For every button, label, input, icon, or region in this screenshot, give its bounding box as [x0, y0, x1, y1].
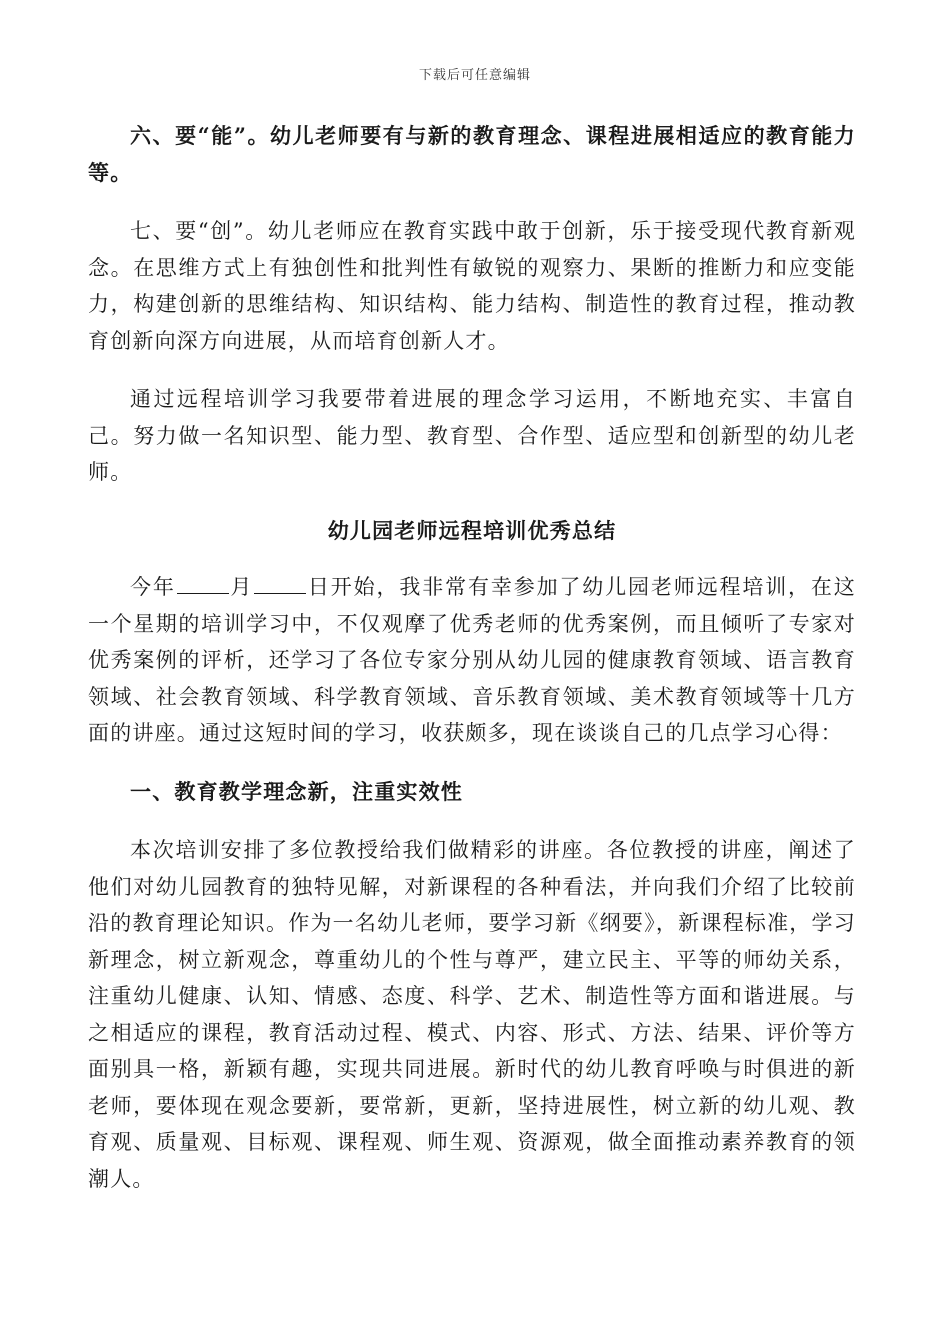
heading-one: 一、教育教学理念新，注重实效性: [130, 778, 463, 804]
paragraph-six: 六、要“能”。幼儿老师要有与新的教育理念、课程进展相适应的教育能力等。: [88, 123, 856, 185]
page-header: 下载后可任意编辑: [418, 68, 531, 83]
paragraph-seven: 七、要“创”。幼儿老师应在教育实践中敢于创新，乐于接受现代教育新观念。在思维方式上有独创性和批判性有敏锐的观察力、果断的推断力和应变能力，构建创新的思维结构、知识结构、能力结构、制造性的教育过程，推动教育创新向深方向进展，从而培育创新人才。: [88, 219, 856, 353]
section-title: 幼儿园老师远程培训优秀总结: [327, 517, 617, 543]
blank-line-day: [254, 575, 306, 594]
blank-line-month: [177, 575, 229, 594]
paragraph-body-one: 本次培训安排了多位教授给我们做精彩的讲座。各位教授的讲座，阐述了他们对幼儿园教育的独特见解，对新课程的各种看法，并向我们介绍了比较前沿的教育理论知识。作为一名幼儿老师，要学习新《纲要》，新课程标准，学习新理念，树立新观念，尊重幼儿的个性与尊严，建立民主、平等的师幼关系，注重幼儿健康、认知、情感、态度、科学、艺术、制造性等方面和谐进展。与之相适应的课程，教育活动过程、模式、内容、形式、方法、结果、评价等方面别具一格，新颖有趣，实现共同进展。新时代的幼儿教育呼唤与时俱进的新老师，要体现在观念要新，要常新，更新，坚持进展性，树立新的幼儿观、教育观、质量观、目标观、课程观、师生观、资源观，做全面推动素养教育的领潮人。: [88, 838, 856, 1191]
paragraph-summary: 通过远程培训学习我要带着进展的理念学习运用，不断地充实、丰富自己。努力做一名知识型、能力型、教育型、合作型、适应型和创新型的幼儿老师。: [88, 387, 856, 484]
document-body: [88, 118, 856, 1197]
paragraph-intro: [88, 569, 856, 752]
intro-text-start: 今年: [130, 575, 176, 599]
intro-text-month: 月: [229, 575, 254, 599]
intro-text-rest: 日开始，我非常有幸参加了幼儿园老师远程培训，在这一个星期的培训学习中，不仅观摩了优秀老师的优秀案例，而且倾听了专家对优秀案例的评析，还学习了各位专家分别从幼儿园的健康教育领域、语言教育领域、社会教育领域、科学教育领域、音乐教育领域、美术教育领域等十几方面的讲座。通过这短时间的学习，收获颇多，现在谈谈自己的几点学习心得：: [88, 575, 856, 745]
